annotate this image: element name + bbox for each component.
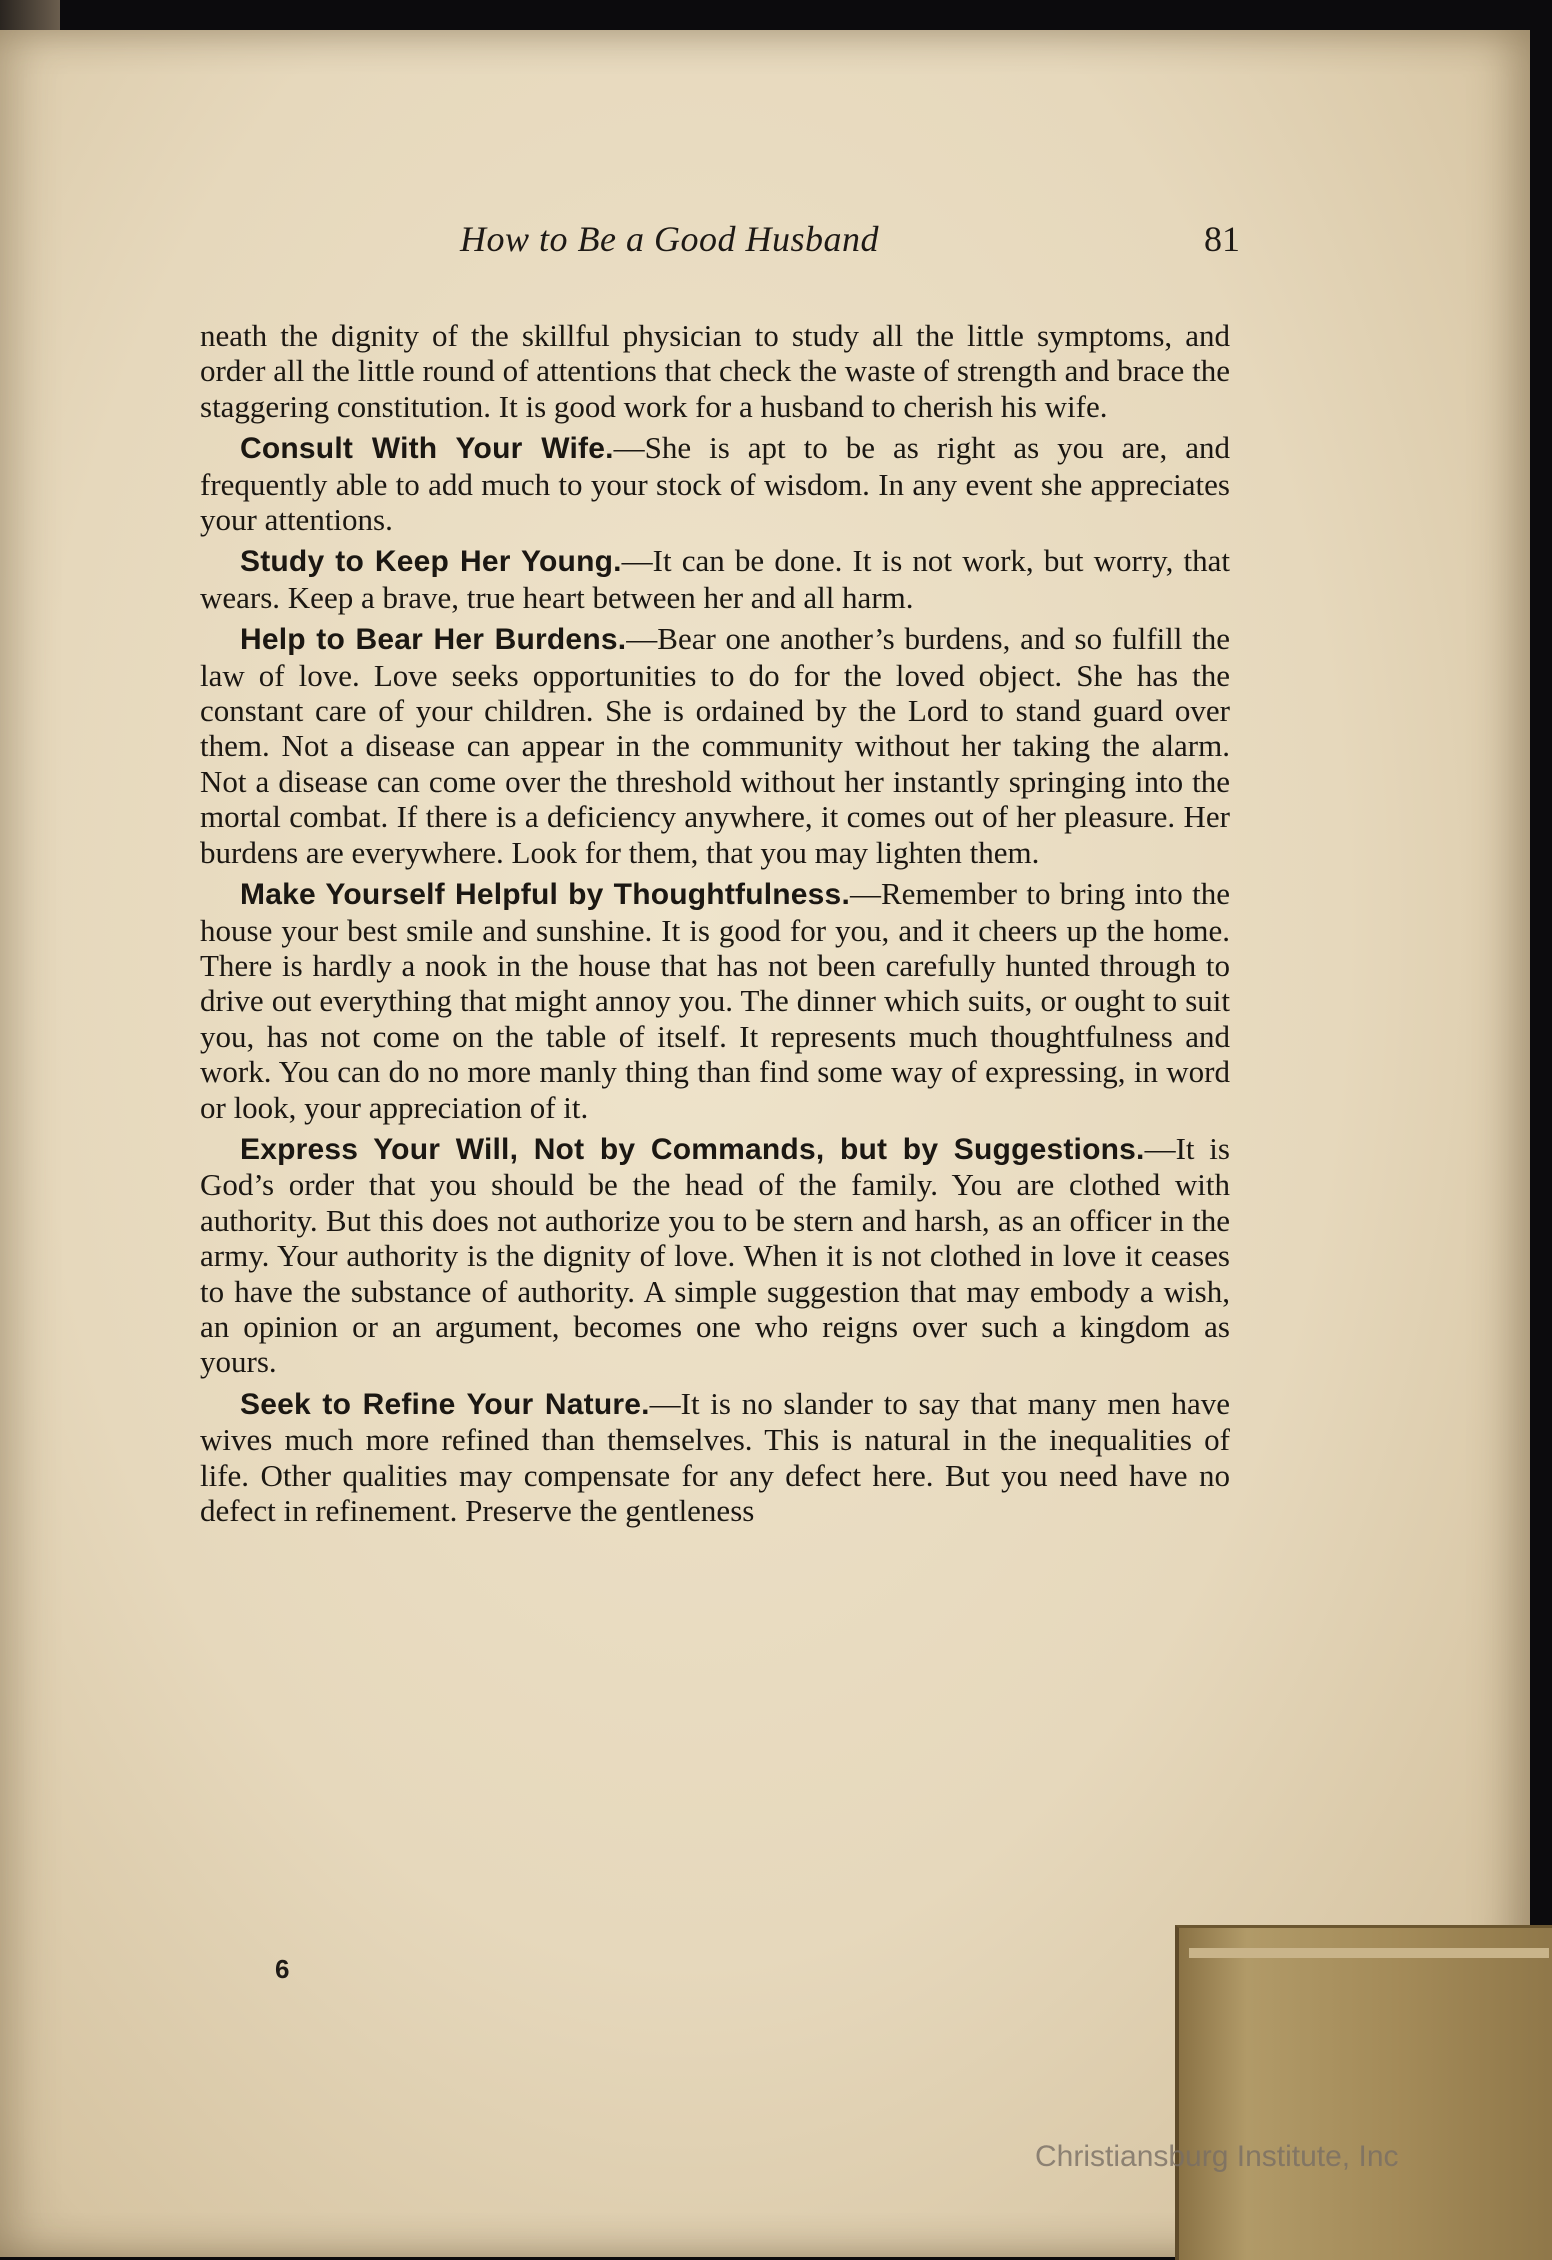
paragraph-text: neath the dignity of the skillful physician to study all the little symptoms, and order all the little round of attentions that check the waste of strength and brace the staggering constitution. It is good work for a husband to cherish his wife. xyxy=(200,318,1230,424)
paragraph-text: —It is God’s order that you should be the head of the family. You are clothed with authority. But this does not authorize you to be stern and harsh, as an officer in the army. Your authority is the dignity of love. When it is not clothed in love it ceases to have the substance of authority. A simple suggestion that may embody a wish, an opinion or an argument, becomes one who reigns over such a kingdom as yours. xyxy=(200,1130,1230,1380)
signature-mark: 6 xyxy=(275,1954,290,1984)
paragraph-text: —It can be done. It is not work, but worry, that wears. Keep a brave, true heart between her and all harm. xyxy=(200,543,1230,615)
section-heading: Consult With Your Wife. xyxy=(240,432,614,466)
paragraph-refine xyxy=(200,1386,1230,1529)
paragraph-young xyxy=(200,543,1230,615)
paragraph-thoughtfulness xyxy=(200,876,1230,1125)
section-heading: Help to Bear Her Burdens. xyxy=(240,623,627,657)
paragraph-text: —It is no slander to say that many men have wives much more refined than themselves. This is natural in the inequalities of life. Other qualities may compensate for any defect here. But you need have no defect in refinement. Preserve the gentleness xyxy=(200,1385,1230,1528)
section-heading: Make Yourself Helpful by Thoughtfulness. xyxy=(240,878,850,912)
section-heading: Seek to Refine Your Nature. xyxy=(240,1387,650,1421)
page-body xyxy=(200,318,1230,1534)
paragraph-consult xyxy=(200,430,1230,537)
running-title: How to Be a Good Husband xyxy=(460,219,879,259)
paragraph-text: —She is apt to be as right as you are, and frequently able to add much to your stock of wisdom. In any event she appreciates your attentions. xyxy=(200,430,1230,538)
paragraph-text: —Remember to bring into the house your best smile and sunshine. It is good for you, and it cheers up the home. There is hardly a nook in the house that has not been carefully hunted through to drive out everything that might annoy you. The dinner which suits, or ought to suit you, has not come on the table of itself. It represents much thoughtfulness and work. You can do no more manly thing than find some way of expressing, in word or look, your appreciation of it. xyxy=(200,876,1230,1125)
paragraph-continuation xyxy=(200,318,1230,424)
page-number: 81 xyxy=(1204,219,1240,259)
paragraph-suggestions xyxy=(200,1131,1230,1380)
section-heading: Study to Keep Her Young. xyxy=(240,545,622,579)
watermark: Christiansburg Institute, Inc xyxy=(1035,2140,1399,2173)
page-right-edge xyxy=(1530,0,1552,2257)
paragraph-text: —Bear one another’s burdens, and so fulfill the law of love. Love seeks opportunities to do for the loved object. She has the constant care of your children. She is ordained by the Lord to stand guard over them. Not a disease can appear in the community without her taking the alarm. Not a disease can come over the threshold without her instantly springing into the mortal combat. If there is a deficiency anywhere, it comes out of her pleasure. Her burdens are everywhere. Look for them, that you may lighten them. xyxy=(200,621,1230,870)
book-page xyxy=(0,30,1530,2257)
page-header xyxy=(200,218,1240,278)
paragraph-burdens xyxy=(200,621,1230,870)
page-stack-edge xyxy=(1189,1948,1549,1958)
page-stack-corner xyxy=(1175,1925,1552,2260)
section-heading: Express Your Will, Not by Commands, but by Suggestions. xyxy=(240,1132,1145,1166)
